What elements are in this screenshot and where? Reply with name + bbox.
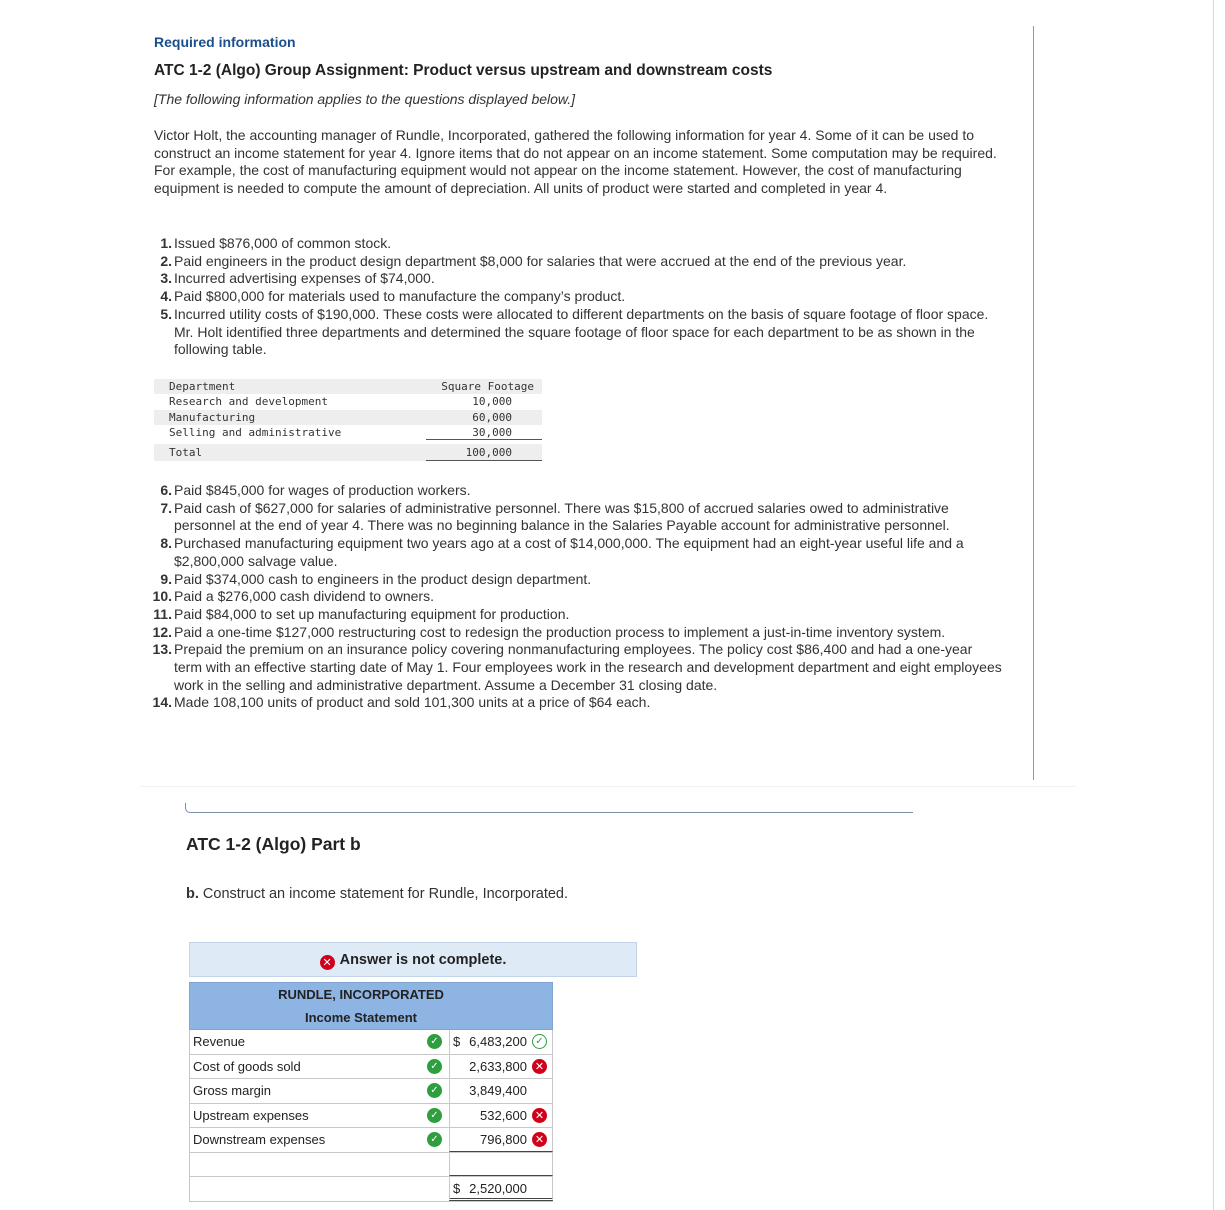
row-label-input[interactable]: Gross margin (189, 1079, 427, 1103)
list-item: 11. Paid $84,000 to set up manufacturing equipment for production. (153, 605, 570, 622)
check-icon: ✓ (427, 1083, 442, 1098)
list-item: 2. Paid engineers in the product design department $8,000 for salaries that were accrued at the end of the previous year. (160, 252, 907, 269)
assignment-subtitle: [The following information applies to the questions displayed below.] (154, 91, 576, 107)
amount-input[interactable]: $ 6,483,200 ✓ (449, 1030, 553, 1054)
table-row-total (189, 1177, 553, 1202)
error-icon: ✕ (532, 1108, 547, 1123)
table-row-empty (189, 1153, 553, 1178)
part-tab-outline (185, 803, 913, 813)
table-header-row: Department Square Footage (154, 379, 542, 394)
row-label-input[interactable]: Upstream expenses (189, 1104, 427, 1128)
row-label-input[interactable]: Revenue (189, 1030, 427, 1054)
income-statement-table (189, 982, 553, 1202)
part-instructions: b. Construct an income statement for Rundle, Incorporated. (186, 886, 569, 902)
check-icon: ✓ (427, 1034, 442, 1049)
statement-name: Income Statement (305, 1010, 417, 1025)
check-icon: ✓ (427, 1108, 442, 1123)
net-income-input[interactable]: $ 2,520,000 (449, 1177, 553, 1201)
error-icon: ✕ (532, 1059, 547, 1074)
list-item: 8. Purchased manufacturing equipment two years ago at a cost of $14,000,000. The equipment had an eight-year useful life and a $2,800,000 salvage value. (160, 535, 964, 569)
table-row: Selling and administrative 30,000 (154, 425, 542, 440)
amount-input[interactable]: 532,600 ✕ (449, 1104, 553, 1128)
row-label-input[interactable] (189, 1153, 427, 1177)
assignment-title: ATC 1-2 (Algo) Group Assignment: Product versus upstream and downstream costs (154, 62, 773, 79)
list-item: 5. Incurred utility costs of $190,000. These costs were allocated to different departments on the basis of square footage of floor space. Mr. Holt identified three departments and determined the square footage of floor space for each department to be as shown in the following table. (160, 305, 989, 358)
table-row (189, 1055, 553, 1080)
table-row: Manufacturing 60,000 (154, 410, 542, 425)
scrollbar-track[interactable] (1213, 0, 1214, 1210)
company-name: RUNDLE, INCORPORATED (278, 987, 444, 1002)
list-item: 7. Paid cash of $627,000 for salaries of administrative personnel. There was $15,800 of accrued salaries owed to administrative personnel at the end of year 4. There was no beginning balance in the Salaries Payable account for administrative personnel. (160, 499, 950, 534)
section-divider (140, 786, 1076, 787)
list-item: 4. Paid $800,000 for materials used to manufacture the company’s product. (160, 288, 626, 305)
table-row: Research and development 10,000 (169, 395, 512, 409)
row-label-input[interactable]: Downstream expenses (189, 1128, 427, 1152)
intro-paragraph: Victor Holt, the accounting manager of Rundle, Incorporated, gathered the following information for year 4. Some of it can be used to construct an income statement for year 4. Ignore items that do not appear on an income statement. Some computation may be required. For example, the cost of manufacturing equipment would not appear on the income statement. However, the cost of manufacturing equipment is needed to compute the amount of depreciation. All units of product were started and completed in year 4. (154, 127, 997, 196)
table-row (189, 1104, 553, 1129)
statement-header (189, 982, 553, 1030)
list-item: 10. Paid a $276,000 cash dividend to owners. (152, 588, 434, 605)
amount-input[interactable]: 3,849,400 (449, 1079, 553, 1103)
amount-input[interactable]: 2,633,800 ✕ (449, 1055, 553, 1079)
content-divider (1033, 26, 1034, 780)
table-total-row: Total 100,000 (154, 444, 542, 461)
error-icon: ✕ (532, 1132, 547, 1147)
check-icon: ✓ (427, 1059, 442, 1074)
check-icon: ✓ (427, 1132, 442, 1147)
answer-status-banner: ✕ Answer is not complete. (189, 942, 637, 977)
list-item: 3. Incurred advertising expenses of $74,000. (160, 270, 435, 287)
check-icon: ✓ (532, 1034, 547, 1049)
error-icon: ✕ (320, 955, 335, 970)
list-item: 13. Prepaid the premium on an insurance policy covering nonmanufacturing employees. The policy cost $86,400 and had a one-year term with an effective starting date of May 1. Four employees work in the research and development department and eight employees work in the selling and administrative department. Assume a December 31 closing date. (152, 641, 1002, 693)
square-footage-table (154, 379, 542, 461)
amount-input[interactable] (449, 1153, 553, 1177)
list-item: 14. Made 108,100 units of product and sold 101,300 units at a price of $64 each. (152, 694, 651, 711)
list-item: 6. Paid $845,000 for wages of production workers. (160, 482, 471, 498)
table-row (189, 1128, 553, 1153)
info-list-part1 (142, 235, 1002, 359)
row-label-input[interactable] (189, 1177, 427, 1201)
list-item: 9. Paid $374,000 cash to engineers in the product design department. (160, 570, 592, 587)
required-information-heading: Required information (154, 34, 296, 50)
table-row (189, 1030, 553, 1055)
amount-input[interactable]: 796,800 ✕ (449, 1128, 553, 1152)
part-title: ATC 1-2 (Algo) Part b (186, 834, 361, 854)
list-item: 12. Paid a one-time $127,000 restructuring cost to redesign the production process to implement a just-in-time inventory system. (152, 623, 946, 640)
row-label-input[interactable]: Cost of goods sold (189, 1055, 427, 1079)
table-row (189, 1079, 553, 1104)
info-list-part2 (142, 482, 1002, 712)
list-item: 1. Issued $876,000 of common stock. (160, 235, 392, 251)
